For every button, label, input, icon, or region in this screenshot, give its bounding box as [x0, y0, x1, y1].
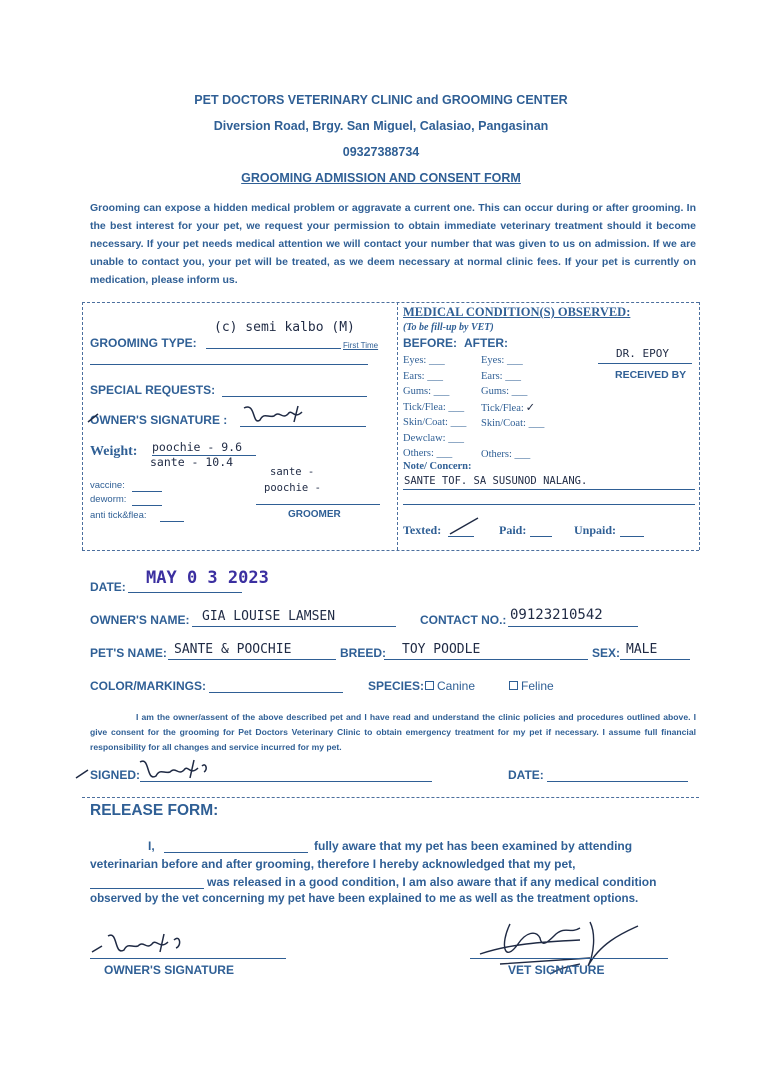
sex-value: MALE — [626, 642, 658, 657]
date-stamp: MAY 0 3 2023 — [146, 568, 269, 588]
breed-line — [384, 659, 588, 660]
sex-line — [620, 659, 690, 660]
texted-line — [448, 536, 474, 537]
before-item: Others: ___ — [403, 448, 453, 459]
note-label: Note/ Concern: — [403, 461, 472, 472]
paid-line — [530, 536, 552, 537]
signed-handwriting — [74, 756, 244, 788]
clinic-phone: 09327388734 — [342, 145, 420, 159]
release-top-border — [82, 797, 699, 798]
before-items — [403, 353, 466, 462]
release-line3-end: was released in a good condition, I am also aware that if any medical condition — [207, 875, 657, 889]
after-item: Others: ___ — [481, 449, 531, 460]
note-line-2 — [403, 504, 695, 505]
groomer-note-1: sante - — [270, 466, 315, 478]
signed-date-label: DATE: — [508, 768, 544, 782]
box-bottom-border — [82, 550, 699, 551]
before-item: Eyes: ___ — [403, 355, 445, 366]
medical-title: MEDICAL CONDITION(S) OBSERVED: — [403, 305, 631, 319]
after-item: Skin/Coat: ___ — [481, 418, 545, 429]
feline-option[interactable] — [509, 679, 554, 693]
contact-label: CONTACT NO.: — [420, 613, 507, 627]
contact-value: 09123210542 — [510, 607, 603, 623]
release-pet-line — [90, 888, 204, 889]
groomer-line — [256, 504, 380, 505]
after-item: Gums: ___ — [481, 386, 528, 397]
anti-tick-label: anti tick&flea: — [90, 510, 147, 521]
sex-label: SEX: — [592, 646, 621, 660]
release-name-line — [164, 852, 308, 853]
date-line — [128, 592, 242, 593]
intro-paragraph: Grooming can expose a hidden medical problem or aggravate a current one. This can occur during or after grooming. In the best interest for your pet, we request your permission to obtain immediate veterinary treatment should it become necessary. If your pet needs medical attention we will contact your number that was given to us on admission. If we are unable to contact you, your pet will be treated, as we deem necessary at normal clinic fees. If your pet is currently on medication, please inform us. — [90, 202, 696, 286]
breed-label: BREED: — [340, 646, 387, 660]
groomer-note-2: poochie - — [264, 482, 321, 494]
texted-label: Texted: — [403, 523, 442, 537]
anti-tick-line — [160, 521, 184, 522]
before-item: Skin/Coat: ___ — [403, 417, 467, 428]
deworm-label: deworm: — [90, 494, 127, 505]
vet-signature-label: VET SIGNATURE — [508, 963, 605, 977]
release-line1-start: I, — [148, 839, 155, 853]
after-items — [481, 353, 544, 463]
owner-name-value: GIA LOUISE LAMSEN — [202, 609, 336, 624]
breed-value: TOY POODLE — [402, 642, 481, 657]
note-value: SANTE TOF. SA SUSUNOD NALANG. — [404, 475, 588, 487]
release-title: RELEASE FORM: — [90, 802, 219, 819]
before-item: Tick/Flea: ___ — [403, 401, 465, 413]
release-line4: observed by the vet concerning my pet have been explained to me as well as the treatment options. — [90, 892, 639, 905]
canine-checkbox[interactable] — [425, 681, 434, 690]
owner-signature-label: OWNER'S SIGNATURE : — [90, 413, 228, 427]
deworm-line — [132, 505, 162, 506]
form-title: GROOMING ADMISSION AND CONSENT FORM — [241, 171, 521, 185]
grooming-type-line — [206, 348, 341, 349]
special-requests-line — [222, 396, 367, 397]
contact-line — [508, 626, 638, 627]
tick-check-mark: ✓ — [526, 399, 535, 415]
box-top-border — [82, 302, 699, 303]
canine-option[interactable] — [425, 679, 475, 693]
box-left-border — [82, 302, 83, 550]
before-item: Gums: ___ — [403, 386, 450, 397]
consent-paragraph: I am the owner/assent of the above described pet and I have read and understand the clinic policies and procedures outlined above. I give consent for the grooming for Pet Doctors Veterinary Clinic to obtain emergency treatment for my pet if necessary. I assume full financial responsibility for all changes and service incurred for my pet. — [90, 712, 696, 752]
release-owner-signature-line — [90, 958, 286, 959]
owner-name-line — [192, 626, 396, 627]
signed-label: SIGNED: — [90, 768, 141, 782]
vaccine-line — [132, 491, 162, 492]
paid-label: Paid: — [499, 523, 527, 537]
weight-line-2: sante - 10.4 — [150, 455, 234, 469]
date-label: DATE: — [90, 580, 126, 594]
received-by-label: RECEIVED BY — [615, 369, 687, 381]
pet-name-value: SANTE & POOCHIE — [174, 642, 292, 657]
pet-name-label: PET'S NAME: — [90, 646, 167, 660]
release-line1-end: fully aware that my pet has been examined by attending — [314, 839, 633, 853]
release-line2: veterinarian before and after grooming, therefore I hereby acknowledged that my pet, — [90, 857, 576, 871]
unpaid-line — [620, 536, 644, 537]
feline-checkbox[interactable] — [509, 681, 518, 690]
weight-underline — [152, 455, 256, 456]
canine-label: Canine — [437, 679, 476, 693]
after-item: Eyes: ___ — [481, 355, 523, 366]
box-right-border — [699, 302, 700, 550]
first-time-label: First Time — [343, 341, 379, 350]
weight-label: Weight: — [90, 444, 138, 459]
medical-subtitle: (To be fill-up by VET) — [403, 322, 494, 333]
after-item: Ears: ___ — [481, 370, 521, 382]
color-markings-line — [209, 692, 343, 693]
color-markings-label: COLOR/MARKINGS: — [90, 679, 206, 693]
grooming-type-value: (c) semi kalbo (M) — [214, 320, 355, 335]
special-requests-label: SPECIAL REQUESTS: — [90, 383, 216, 397]
before-item: Dewclaw: ___ — [403, 432, 464, 444]
note-line-1 — [403, 489, 695, 490]
clinic-name: PET DOCTORS VETERINARY CLINIC and GROOMING CENTER — [194, 93, 568, 107]
release-owner-signature-handwriting — [88, 930, 198, 960]
release-owner-signature-label: OWNER'S SIGNATURE — [104, 963, 234, 977]
groomer-label: GROOMER — [288, 509, 341, 520]
vet-signature-line — [470, 958, 668, 959]
owner-name-label: OWNER'S NAME: — [90, 613, 190, 627]
clinic-address: Diversion Road, Brgy. San Miguel, Calasiao, Pangasinan — [213, 119, 549, 133]
grooming-type-label: GROOMING TYPE: — [90, 336, 197, 350]
grooming-type-line-2 — [90, 364, 368, 365]
after-label: AFTER: — [464, 336, 508, 350]
before-item: Ears: ___ — [403, 370, 443, 382]
unpaid-label: Unpaid: — [574, 523, 617, 537]
weight-line-1: poochie - 9.6 — [152, 440, 243, 454]
box-divider — [397, 302, 398, 550]
received-by-value: DR. EPOY — [616, 347, 669, 360]
texted-check-mark — [448, 514, 482, 536]
after-item: Tick/Flea: ✓ — [481, 399, 535, 415]
pet-name-line — [168, 659, 336, 660]
feline-label: Feline — [521, 679, 554, 693]
signed-date-line — [547, 781, 688, 782]
owner-signature-handwriting — [84, 400, 324, 432]
species-label: SPECIES: — [368, 679, 425, 693]
received-by-line — [598, 363, 692, 364]
before-label: BEFORE: — [403, 336, 457, 350]
vaccine-label: vaccine: — [90, 480, 125, 491]
